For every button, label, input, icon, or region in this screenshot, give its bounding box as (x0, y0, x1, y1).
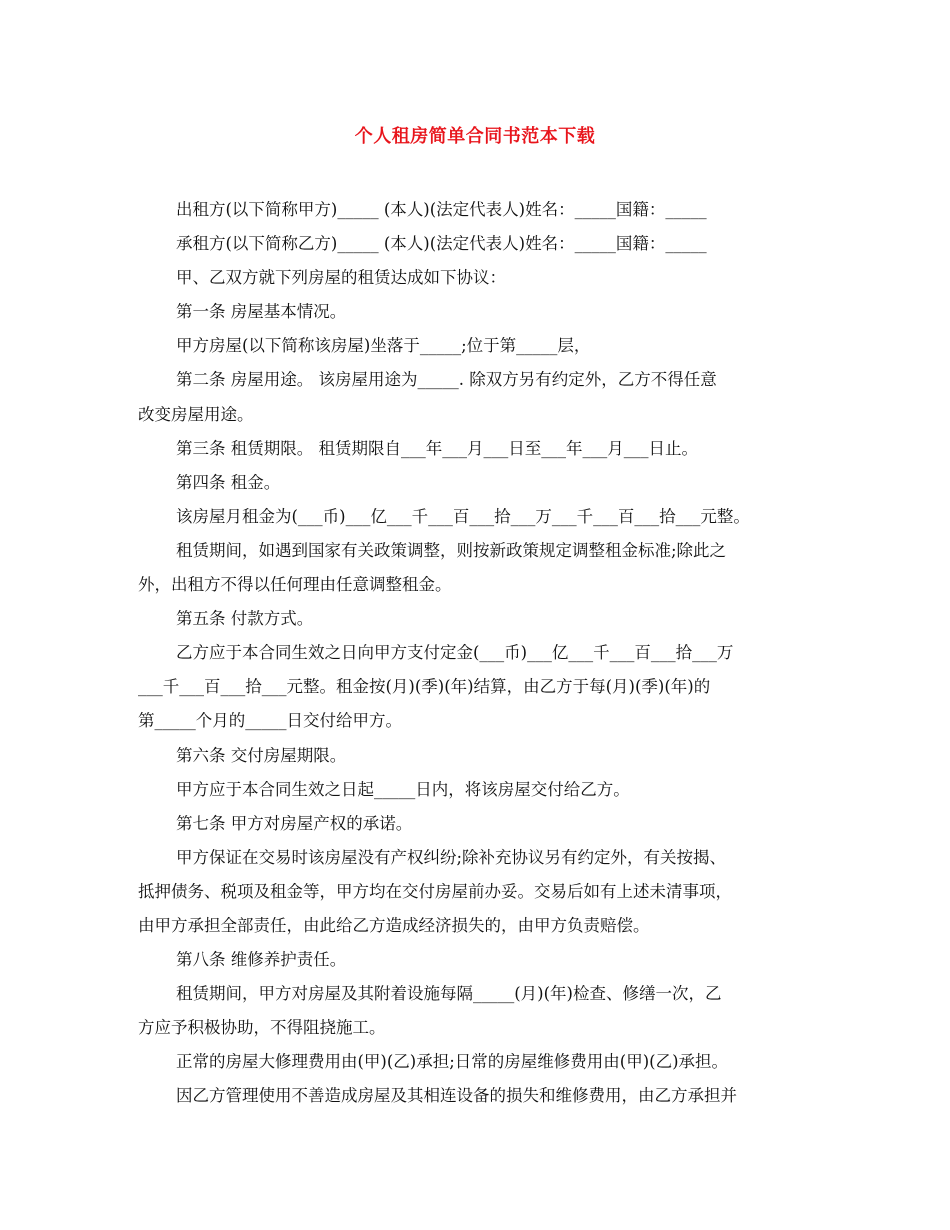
paragraph-line: 甲、乙双方就下列房屋的租赁达成如下协议： (176, 268, 506, 288)
paragraph-line: 因乙方管理使用不善造成房屋及其相连设备的损失和维修费用，由乙方承担并 (176, 1086, 737, 1106)
article-heading: 第三条 租赁期限。 租赁期限自___年___月___日至___年___月___日止。 (176, 438, 698, 458)
paragraph-line: 方应予积极协助，不得阻挠施工。 (138, 1018, 386, 1038)
document-title: 个人租房简单合同书范本下载 (354, 126, 596, 147)
article-heading: 第七条 甲方对房屋产权的承诺。 (176, 813, 413, 833)
paragraph-line: 乙方应于本合同生效之日向甲方支付定金(___币)___亿___千___百___拾___万 (176, 643, 734, 663)
paragraph-line: 甲方保证在交易时该房屋没有产权纠纷;除补充协议另有约定外，有关按揭、 (176, 847, 727, 867)
article-heading: 第一条 房屋基本情况。 (176, 302, 347, 322)
document-body (138, 193, 814, 1114)
paragraph-line: 外，出租方不得以任何理由任意调整租金。 (138, 575, 452, 595)
paragraph-line: 改变房屋用途。 (138, 404, 254, 424)
article-heading: 第四条 租金。 (176, 472, 281, 492)
article-heading: 第二条 房屋用途。 该房屋用途为_____. 除双方另有约定外，乙方不得任意 (176, 370, 717, 390)
paragraph-line: 由甲方承担全部责任，由此给乙方造成经济损失的，由甲方负责赔偿。 (138, 915, 650, 935)
paragraph-line: 抵押债务、税项及租金等，甲方均在交付房屋前办妥。交易后如有上述未清事项， (138, 881, 732, 901)
paragraph-line: 该房屋月租金为(___币)___亿___千___百___拾___万___千___百___拾___元整。 (176, 506, 750, 526)
paragraph-line: 租赁期间，甲方对房屋及其附着设施每隔_____(月)(年)检查、修缮一次，乙 (176, 984, 722, 1004)
paragraph-line: 承租方(以下简称乙方)_____ (本人)(法定代表人)姓名：_____国籍：_____ (176, 234, 707, 254)
article-heading: 第六条 交付房屋期限。 (176, 745, 347, 765)
paragraph-line: ___千___百___拾___元整。租金按(月)(季)(年)结算，由乙方于每(月)(季)(年)的 (138, 677, 711, 697)
paragraph-line: 出租方(以下简称甲方)_____ (本人)(法定代表人)姓名：_____国籍：_____ (176, 200, 707, 219)
article-heading: 第五条 付款方式。 (176, 609, 314, 629)
paragraph-line: 甲方应于本合同生效之日起_____日内，将该房屋交付给乙方。 (176, 779, 630, 799)
paragraph-line: 第_____个月的_____日交付给甲方。 (138, 711, 402, 731)
paragraph-line: 正常的房屋大修理费用由(甲)(乙)承担;日常的房屋维修费用由(甲)(乙)承担。 (176, 1052, 729, 1072)
paragraph-line: 甲方房屋(以下简称该房屋)坐落于_____;位于第_____层， (176, 336, 591, 356)
article-heading: 第八条 维修养护责任。 (176, 950, 347, 970)
paragraph-line: 租赁期间，如遇到国家有关政策调整，则按新政策规定调整租金标准;除此之 (176, 540, 727, 560)
